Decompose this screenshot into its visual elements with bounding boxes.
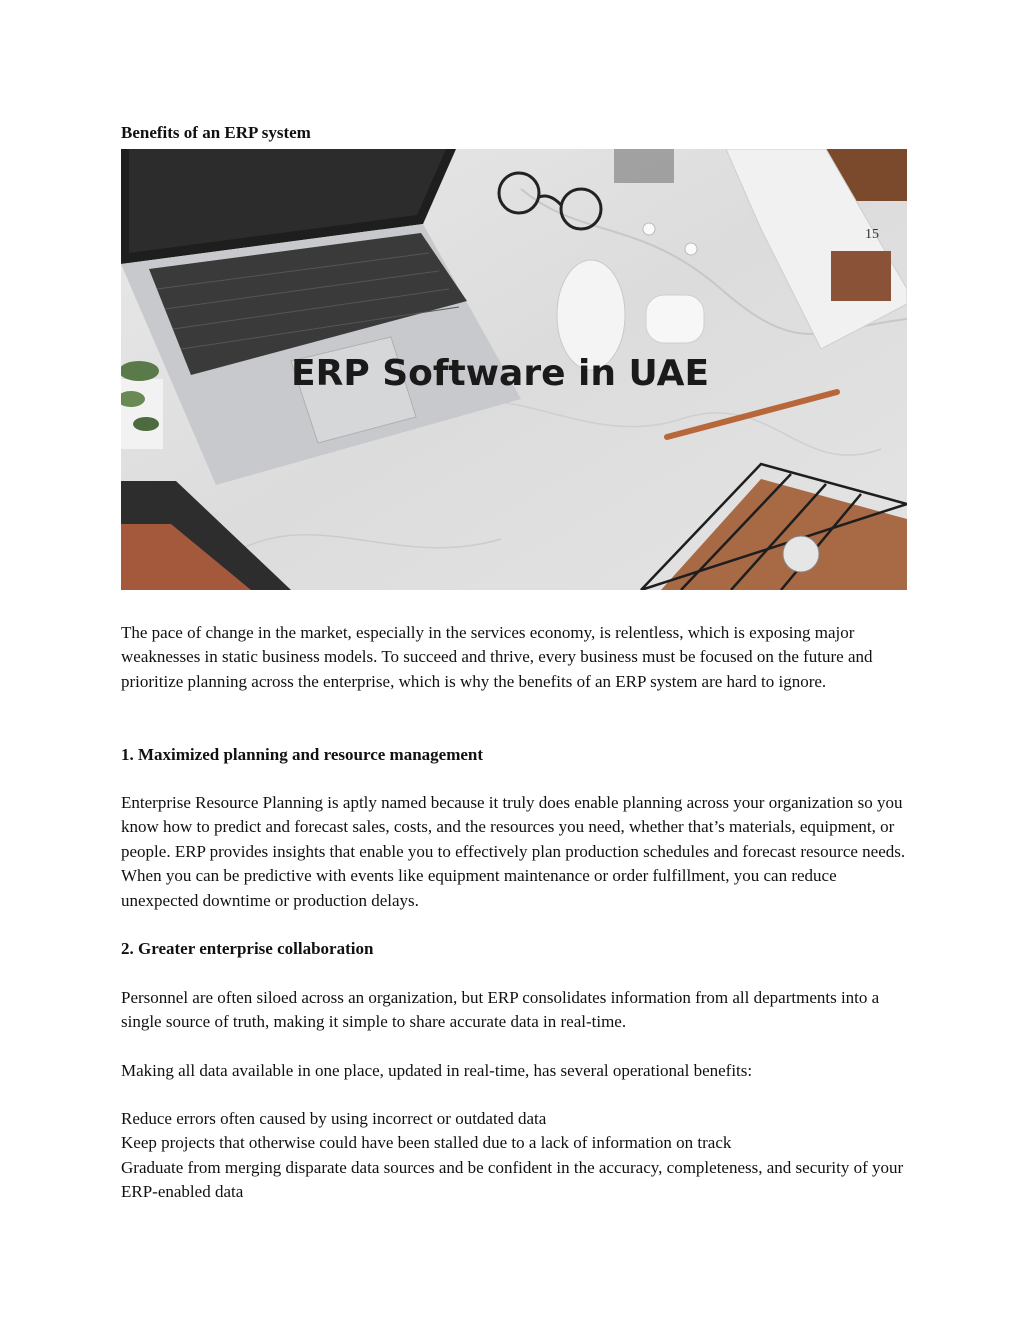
newspaper-number: 15 (865, 227, 879, 242)
list-item: Reduce errors often caused by using incorrect or outdated data (121, 1109, 547, 1128)
hero-caption: ERP Software in UAE (291, 353, 710, 394)
intro-paragraph: The pace of change in the market, especially in the services economy, is relentless, which is exposing major weaknesses in static business models. To succeed and thrive, every business must be focused on the future and prioritize planning across the enterprise, which is why the benefits of an ERP system are hard to ignore. (121, 623, 873, 691)
list-item: Graduate from merging disparate data sources and be confident in the accuracy, completeness, and security of your ERP-enabled data (121, 1157, 904, 1202)
section2-intro-paragraph: Making all data available in one place, updated in real-time, has several operational benefits: (121, 1061, 753, 1080)
succulent-plant-illustration (121, 361, 163, 449)
hero-image (121, 149, 907, 590)
benefits-list (121, 1107, 907, 1205)
pen-holder-illustration (614, 149, 674, 183)
earbuds-case-illustration (646, 295, 704, 343)
section2-heading: 2. Greater enterprise collaboration (121, 939, 374, 958)
list-item: Keep projects that otherwise could have been stalled due to a lack of information on track (121, 1133, 732, 1153)
section1-heading: 1. Maximized planning and resource management (121, 745, 484, 764)
section1-paragraph: Enterprise Resource Planning is aptly named because it truly does enable planning across your organization so you know how to predict and forecast sales, costs, and the resources you need, whether that’s materials, equipment, or people. ERP provides insights that enable you to effectively plan production schedules and forecast resource needs. When you can be predictive with events like equipment maintenance or order fulfillment, you can reduce unexpected downtime or production delays. (121, 793, 906, 910)
page-title: Benefits of an ERP system (121, 123, 311, 142)
section2-paragraph: Personnel are often siloed across an organization, but ERP consolidates information from all departments into a single source of truth, making it simple to share accurate data in real-time. (121, 988, 880, 1032)
